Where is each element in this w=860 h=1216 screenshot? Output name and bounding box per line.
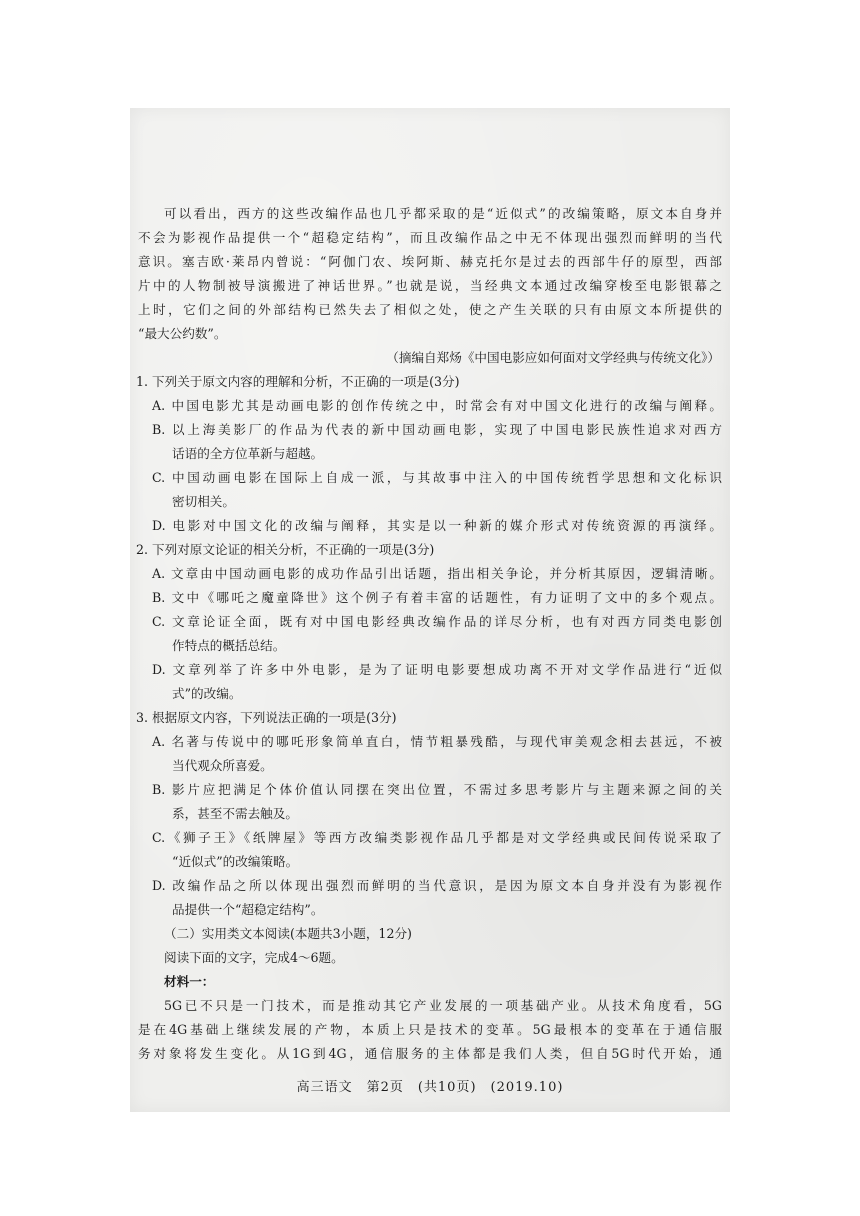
passage-line: 务对象将发生变化。从1G到4G，通信服务的主体都是我们人类，但自5G时代开始，通 <box>138 1046 722 1061</box>
section-title: （二）实用类文本阅读(本题共3小题，12分) <box>164 926 412 941</box>
scanned-page <box>130 108 730 1112</box>
section-instruction: 阅读下面的文字，完成4～6题。 <box>164 950 344 965</box>
question-1-option-b-cont: 话语的全方位革新与超越。 <box>172 446 324 461</box>
question-1-option-d: D. 电影对中国文化的改编与阐释，其实是以一种新的媒介形式对传统资源的再演绎。 <box>152 518 722 533</box>
question-3-option-d-cont: 品提供一个“超稳定结构”。 <box>172 902 324 917</box>
question-3-stem: 3. 根据原文内容，下列说法正确的一项是(3分) <box>136 710 397 725</box>
question-2-option-c-cont: 作特点的概括总结。 <box>172 638 286 653</box>
page-footer: 高三语文 第2页 (共10页) (2019.10) <box>296 1080 564 1095</box>
question-3-option-c-cont: “近似式”的改编策略。 <box>172 854 299 869</box>
passage-line: 是在4G基础上继续发展的产物，本质上只是技术的变革。5G最根本的变革在于通信服 <box>138 1022 722 1037</box>
question-3-option-b-cont: 系，甚至不需去触及。 <box>172 806 298 821</box>
question-2-option-d: D. 文章列举了许多中外电影，是为了证明电影要想成功离不开对文学作品进行“近似 <box>152 662 722 677</box>
question-1-option-c-cont: 密切相关。 <box>172 494 235 509</box>
question-1-option-c: C. 中国动画电影在国际上自成一派，与其故事中注入的中国传统哲学思想和文化标识 <box>152 470 722 485</box>
passage-line: 可以看出，西方的这些改编作品也几乎都采取的是“近似式”的改编策略，原文本自身并 <box>164 206 722 221</box>
question-3-option-a: A. 名著与传说中的哪吒形象简单直白，情节粗暴残酷，与现代审美观念相去甚远，不被 <box>152 734 722 749</box>
question-1-option-b: B. 以上海美影厂的作品为代表的新中国动画电影，实现了中国电影民族性追求对西方 <box>152 422 722 437</box>
passage-line: “最大公约数”。 <box>138 326 227 341</box>
question-2-option-c: C. 文章论证全面，既有对中国电影经典改编作品的详尽分析，也有对西方同类电影创 <box>152 614 722 629</box>
question-1-option-a: A. 中国电影尤其是动画电影的创作传统之中，时常会有对中国文化进行的改编与阐释。 <box>152 398 722 413</box>
passage-line: 上时，它们之间的外部结构已然失去了相似之处，使之产生关联的只有由原文本所提供的 <box>138 302 722 317</box>
passage-line: 片中的人物制被导演搬进了神话世界。”也就是说，当经典文本通过改编穿梭至电影银幕之 <box>138 278 722 293</box>
passage-line: 不会为影视作品提供一个“超稳定结构”，而且改编作品之中无不体现出强烈而鲜明的当代 <box>138 230 722 245</box>
question-2-stem: 2. 下列对原文论证的相关分析，不正确的一项是(3分) <box>136 542 435 557</box>
question-3-option-d: D. 改编作品之所以体现出强烈而鲜明的当代意识，是因为原文本自身并没有为影视作 <box>152 878 722 893</box>
question-2-option-b: B. 文中《哪吒之魔童降世》这个例子有着丰富的话题性，有力证明了文中的多个观点。 <box>152 590 722 605</box>
passage-line: 意识。塞吉欧·莱昂内曾说：“阿伽门农、埃阿斯、赫克托尔是过去的西部牛仔的原型，西部 <box>138 254 722 269</box>
question-3-option-c: C.《狮子王》《纸牌屋》等西方改编类影视作品几乎都是对文学经典或民间传说采取了 <box>152 830 722 845</box>
question-2-option-d-cont: 式”的改编。 <box>172 686 242 701</box>
question-3-option-b: B. 影片应把满足个体价值认同摆在突出位置，不需过多思考影片与主题来源之间的关 <box>152 782 722 797</box>
question-2-option-a: A. 文章由中国动画电影的成功作品引出话题，指出相关争论，并分析其原因，逻辑清晰。 <box>152 566 722 581</box>
question-1-stem: 1. 下列关于原文内容的理解和分析，不正确的一项是(3分) <box>136 374 460 389</box>
passage-line: 5G已不只是一门技术，而是推动其它产业发展的一项基础产业。从技术角度看，5G <box>164 998 722 1013</box>
source-citation: （摘编自郑炀《中国电影应如何面对文学经典与传统文化》） <box>386 350 720 365</box>
question-3-option-a-cont: 当代观众所喜爱。 <box>172 758 273 773</box>
material-label: 材料一： <box>164 974 215 989</box>
